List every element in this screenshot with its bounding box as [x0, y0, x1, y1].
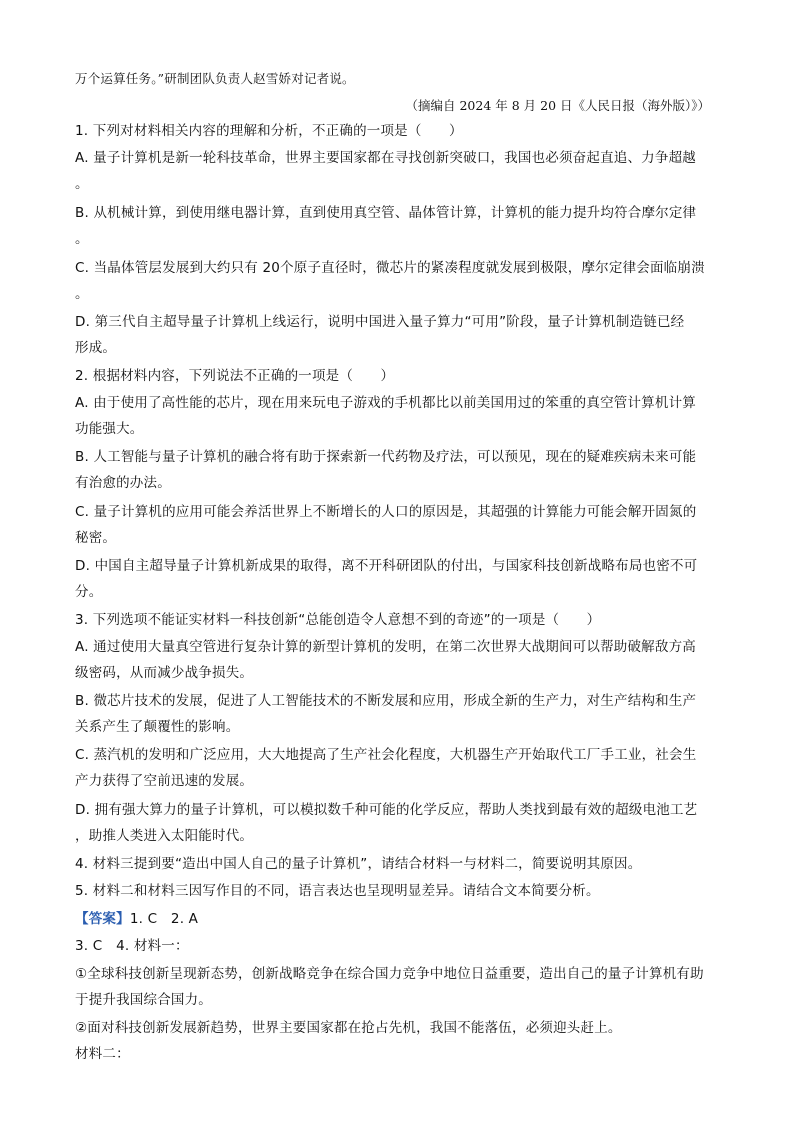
answer-material-2: 材料二：: [75, 1046, 130, 1062]
q2-option-b: B. 人工智能与量子计算机的融合将有助于探索新一代药物及疗法，可以预见，现在的疑难疾病未来可能: [75, 449, 697, 465]
q2-option-a: A. 由于使用了高性能的芯片，现在用来玩电子游戏的手机都比以前美国用过的笨重的真空管计算机计算: [75, 395, 696, 411]
answer-tag: 【答案】: [75, 911, 130, 927]
q2-stem: 2. 根据材料内容，下列说法不正确的一项是（ ）: [75, 368, 395, 384]
source-citation: （摘编自 2024 年 8 月 20 日《人民日报（海外版）》）: [405, 98, 710, 113]
q1-option-d-cont: 形成。: [75, 340, 117, 356]
q3-option-a-cont: 级密码，从而减少战争损失。: [75, 665, 254, 681]
answer-point-2: ②面对科技创新发展新趋势，世界主要国家都在抢占先机，我国不能落伍，必须迎头赶上。: [75, 1020, 622, 1036]
q3-option-a: A. 通过使用大量真空管进行复杂计算的新型计算机的发明，在第二次世界大战期间可以帮助破解敌方高: [75, 639, 696, 655]
answer-point-1: ①全球科技创新呈现新态势，创新战略竞争在综合国力竞争中地位日益重要，造出自己的量子计算机有助: [75, 966, 704, 982]
q2-option-c-cont: 秘密。: [75, 530, 117, 546]
answer-values-1: 1. C 2. A: [129, 911, 199, 927]
q5-stem: 5. 材料二和材料三因写作目的不同，语言表达也呈现明显差异。请结合文本简要分析。: [75, 883, 600, 899]
q3-option-b: B. 微芯片技术的发展，促进了人工智能技术的不断发展和应用，形成全新的生产力，对生产结构和生产: [75, 693, 697, 709]
q1-option-a: A. 量子计算机是新一轮科技革命，世界主要国家都在寻找创新突破口，我国也必须奋起直追、力争超越: [75, 150, 696, 166]
q2-option-a-cont: 功能强大。: [75, 421, 144, 437]
q2-option-d-cont: 分。: [75, 584, 103, 600]
q2-option-b-cont: 有治愈的办法。: [75, 475, 171, 491]
q3-option-b-cont: 关系产生了颠覆性的影响。: [75, 719, 240, 735]
q1-option-b: B. 从机械计算，到使用继电器计算，直到使用真空管、晶体管计算，计算机的能力提升均符合摩尔定律: [75, 205, 697, 221]
q3-option-c: C. 蒸汽机的发明和广泛应用，大大地提高了生产社会化程度，大机器生产开始取代工厂手工业，社会生: [75, 747, 697, 763]
q1-option-a-cont: 。: [75, 176, 89, 192]
q1-option-c-cont: 。: [75, 286, 89, 302]
q3-option-c-cont: 产力获得了空前迅速的发展。: [75, 773, 254, 789]
answer-line-1: [75, 910, 725, 928]
q1-option-d: D. 第三代自主超导量子计算机上线运行，说明中国进入量子算力“可用”阶段，量子计算机制造链已经: [75, 314, 685, 330]
q4-stem: 4. 材料三提到要“造出中国人自己的量子计算机”，请结合材料一与材料二，简要说明其原因。: [75, 856, 642, 872]
q3-option-d-cont: ，助推人类进入太阳能时代。: [75, 828, 254, 844]
intro-line: 万个运算任务。”研制团队负责人赵雪娇对记者说。: [75, 71, 355, 86]
q3-stem: 3. 下列选项不能证实材料一科技创新“总能创造令人意想不到的奇迹”的一项是（ ）: [75, 612, 601, 628]
q3-option-d: D. 拥有强大算力的量子计算机，可以模拟数千种可能的化学反应，帮助人类找到最有效的超级电池工艺: [75, 802, 698, 818]
q2-option-d: D. 中国自主超导量子计算机新成果的取得，离不开科研团队的付出，与国家科技创新战略布局也密不可: [75, 558, 698, 574]
answer-line-2: 3. C 4. 材料一：: [75, 938, 189, 954]
q1-option-c: C. 当晶体管层发展到大约只有 20个原子直径时，微芯片的紧凑程度就发展到极限，摩尔定律会面临崩溃: [75, 260, 705, 276]
answer-point-1-cont: 于提升我国综合国力。: [75, 992, 212, 1008]
q2-option-c: C. 量子计算机的应用可能会养活世界上不断增长的人口的原因是，其超强的计算能力可能会解开固氮的: [75, 504, 697, 520]
q1-stem: 1. 下列对材料相关内容的理解和分析，不正确的一项是（ ）: [75, 123, 463, 139]
q1-option-b-cont: 。: [75, 231, 89, 247]
